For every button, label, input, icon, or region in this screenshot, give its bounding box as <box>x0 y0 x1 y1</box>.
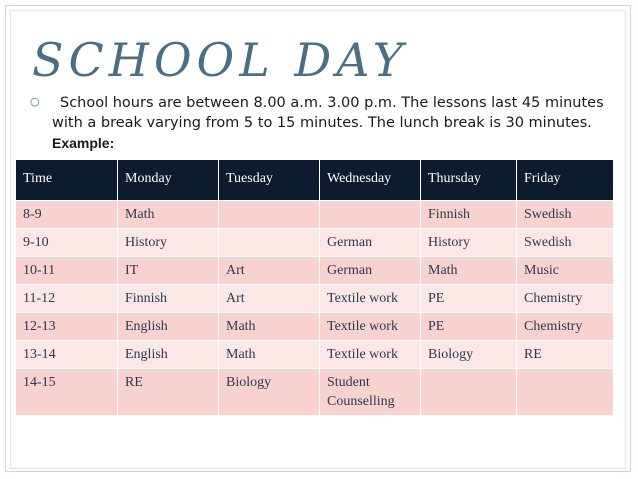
table-cell: Math <box>219 313 320 341</box>
header-thursday: Thursday <box>421 160 517 201</box>
table-cell: IT <box>118 257 219 285</box>
table-row <box>16 369 614 416</box>
table-row <box>16 341 614 369</box>
table-cell: German <box>320 257 421 285</box>
table-cell: 10-11 <box>16 257 118 285</box>
bullet-text: School hours are between 8.00 a.m. 3.00 p.m. The lessons last 45 minutes with a break varying from 5 to 15 minutes. The lunch break is 30 minutes. <box>52 95 604 131</box>
table-cell: Chemistry <box>517 285 614 313</box>
table-cell: Biology <box>219 369 320 416</box>
table-cell <box>219 229 320 257</box>
table-cell <box>517 369 614 416</box>
bullet-text-block <box>52 93 612 154</box>
table-cell: German <box>320 229 421 257</box>
table-cell: Chemistry <box>517 313 614 341</box>
table-cell: English <box>118 313 219 341</box>
table-cell: PE <box>421 285 517 313</box>
table-cell: Music <box>517 257 614 285</box>
table-cell: History <box>421 229 517 257</box>
header-time: Time <box>16 160 118 201</box>
table-cell <box>421 369 517 416</box>
slide-title: SCHOOL DAY <box>32 33 409 87</box>
table-cell: RE <box>517 341 614 369</box>
table-cell: Textile work <box>320 341 421 369</box>
table-cell: Textile work <box>320 313 421 341</box>
table-row <box>16 285 614 313</box>
table-cell: 14-15 <box>16 369 118 416</box>
table-cell <box>320 201 421 229</box>
table-cell: Math <box>219 341 320 369</box>
table-cell: 8-9 <box>16 201 118 229</box>
table-row <box>16 201 614 229</box>
table-cell: Biology <box>421 341 517 369</box>
table-cell: Finnish <box>421 201 517 229</box>
table-cell: Art <box>219 257 320 285</box>
table-cell: Textile work <box>320 285 421 313</box>
table-cell: Swedish <box>517 229 614 257</box>
table-cell: English <box>118 341 219 369</box>
table-cell: Finnish <box>118 285 219 313</box>
schedule-table <box>15 159 614 416</box>
table-cell: 11-12 <box>16 285 118 313</box>
header-wednesday: Wednesday <box>320 160 421 201</box>
example-label: Example: <box>52 135 115 151</box>
table-cell: Student Counselling <box>320 369 421 416</box>
table-cell: Math <box>118 201 219 229</box>
table-row <box>16 229 614 257</box>
header-tuesday: Tuesday <box>219 160 320 201</box>
table-cell <box>219 201 320 229</box>
table-cell: Art <box>219 285 320 313</box>
table-cell: RE <box>118 369 219 416</box>
ring-bullet-icon: ○ <box>30 95 40 108</box>
table-row <box>16 313 614 341</box>
table-row <box>16 257 614 285</box>
table-cell: Math <box>421 257 517 285</box>
table-cell: 12-13 <box>16 313 118 341</box>
table-cell: 13-14 <box>16 341 118 369</box>
header-friday: Friday <box>517 160 614 201</box>
table-cell: PE <box>421 313 517 341</box>
header-monday: Monday <box>118 160 219 201</box>
table-cell: Swedish <box>517 201 614 229</box>
table-cell: History <box>118 229 219 257</box>
table-cell: 9-10 <box>16 229 118 257</box>
table-header-row <box>16 160 614 201</box>
